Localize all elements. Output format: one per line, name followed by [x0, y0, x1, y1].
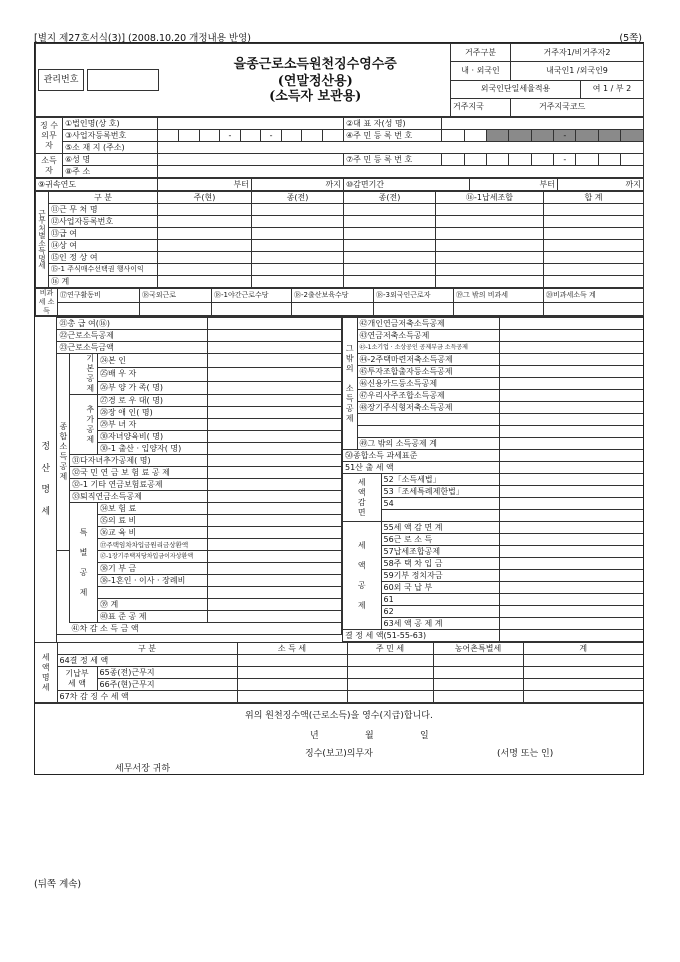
biz-reg-field[interactable]: - - — [158, 130, 344, 142]
calc-label — [97, 587, 207, 599]
calc-cell[interactable] — [208, 575, 342, 587]
earner-resno-label: ⑦주 민 등 록 번 호 — [344, 154, 442, 166]
calc-label — [357, 426, 499, 438]
calc-cell[interactable] — [499, 498, 643, 510]
work-cell[interactable] — [344, 240, 436, 252]
earner-resno-field[interactable]: - — [442, 154, 644, 166]
taxdetail-group-label: 세 액 명 세 — [35, 643, 57, 703]
calc-label: ㊺투자조합출자등소득공제 — [357, 366, 499, 378]
tax-cell[interactable] — [347, 655, 433, 667]
paid-tax-label: 기납부 세 액 — [57, 667, 97, 691]
calc-label: ㊹-2주택마련저축소득공제 — [357, 354, 499, 366]
period-block — [35, 178, 644, 191]
calc-cell[interactable] — [208, 515, 342, 527]
calc-cell[interactable] — [499, 582, 643, 594]
calc-label: ㉗경 로 우 대( 명) — [97, 395, 207, 407]
special-group-label: 특 별 공 제 — [69, 503, 97, 623]
payer-earner-block — [35, 117, 644, 178]
calc-cell[interactable] — [499, 378, 643, 390]
calc-cell[interactable] — [208, 443, 342, 455]
work-cell[interactable] — [344, 216, 436, 228]
work-cell[interactable] — [158, 252, 252, 264]
calc-label: 59기부 정치자금 — [381, 570, 499, 582]
work-cell[interactable] — [544, 216, 644, 228]
basic-group-label: 기 본 공 제 — [83, 354, 97, 395]
calc-cell[interactable] — [499, 630, 643, 642]
payer-addr-label: ⑤소 재 지 (주소) — [63, 142, 158, 154]
nontax-cell[interactable] — [292, 302, 374, 316]
settlement-left — [57, 317, 342, 635]
total-deduction-group: 종 합 소 득 공 제 — [57, 354, 69, 551]
signature-block — [35, 703, 643, 774]
calc-label: ㊷개인연금저축소득공제 — [357, 318, 499, 330]
calc-label: ㊲-1장기주택저당차입금이자상환액 — [97, 551, 207, 563]
payer-sign-label: 징수(보고)의무자 — [305, 749, 373, 760]
nontax-col: ⑰연구활동비 — [58, 289, 140, 303]
calc-label: ㊼우리사주조합소득공제 — [357, 390, 499, 402]
form-title: 을종근로소득원천징수영수증 — [233, 56, 397, 72]
calc-label: ㉒근로소득공제 — [57, 330, 207, 342]
nontax-col: ⑱-3외국인근로자 — [374, 289, 454, 303]
calc-cell[interactable] — [208, 431, 342, 443]
calc-cell[interactable] — [499, 414, 643, 426]
work-row-label: ⑬급 여 — [49, 228, 158, 240]
work-cell[interactable] — [158, 204, 252, 216]
tax-cell[interactable] — [433, 679, 523, 691]
calc-cell[interactable] — [208, 527, 342, 539]
calc-cell[interactable] — [499, 594, 643, 606]
calc-cell[interactable] — [499, 330, 643, 342]
calc-label: 57납세조합공제 — [381, 546, 499, 558]
payer-group-label: 징 수 의무자 — [36, 118, 63, 154]
work-cell[interactable] — [252, 228, 344, 240]
work-col-main: 주(현) — [158, 192, 252, 204]
calc-cell[interactable] — [499, 474, 643, 486]
calc-label: ㊿종합소득 과세표준 — [343, 450, 499, 462]
nontax-cell[interactable] — [544, 302, 644, 316]
nontax-col: ⑱국외근로 — [140, 289, 212, 303]
work-row-label: ⑮인 정 상 여 — [49, 252, 158, 264]
taxdetail-col-rural: 농어촌특별세 — [433, 643, 523, 655]
exempt-period-label: ⑩감면기간 — [344, 179, 470, 191]
work-cell[interactable] — [252, 276, 344, 288]
calc-cell[interactable] — [499, 522, 643, 534]
work-cell[interactable] — [436, 228, 544, 240]
work-cell[interactable] — [158, 240, 252, 252]
tax-cell[interactable] — [237, 667, 347, 679]
calc-label: 63세 액 공 제 계 — [381, 618, 499, 630]
work-cell[interactable] — [158, 228, 252, 240]
calc-label: ㉞보 험 료 — [97, 503, 207, 515]
calc-label: ㊶차 감 소 득 금 액 — [69, 623, 341, 635]
tax-cell[interactable] — [237, 679, 347, 691]
calc-label: ㊻신용카드등소득공제 — [357, 378, 499, 390]
work-cell[interactable] — [344, 264, 436, 276]
tax-cell[interactable] — [433, 655, 523, 667]
tax-cell[interactable] — [523, 655, 643, 667]
calc-cell[interactable] — [499, 606, 643, 618]
calc-cell[interactable] — [499, 354, 643, 366]
calc-cell[interactable] — [208, 587, 342, 599]
calc-cell[interactable] — [499, 450, 643, 462]
calc-cell[interactable] — [499, 486, 643, 498]
settlement-group-label: 정 산 명 세 — [35, 317, 57, 642]
taxdetail-col-total: 계 — [523, 643, 643, 655]
calc-label: ㉔본 인 — [97, 354, 207, 368]
calc-cell[interactable] — [499, 366, 643, 378]
workplace-income-block — [35, 191, 644, 288]
work-cell[interactable] — [544, 252, 644, 264]
work-cell[interactable] — [544, 228, 644, 240]
calc-label: ㊽장기주식형저축소득공제 — [357, 402, 499, 414]
work-cell[interactable] — [544, 204, 644, 216]
nontax-col: ⑱-2출산보육수당 — [292, 289, 374, 303]
work-cell[interactable] — [436, 264, 544, 276]
tax-cell[interactable] — [237, 691, 347, 703]
earner-name-label: ⑥성 명 — [63, 154, 158, 166]
nationality-value[interactable]: 내국인1 /외국인9 — [511, 62, 644, 80]
settlement-block — [35, 316, 643, 642]
calc-cell[interactable] — [499, 534, 643, 546]
receipt-statement: 위의 원천징수액(근로소득)을 영수(지급)합니다. — [245, 711, 433, 722]
calc-label: ㊱교 육 비 — [97, 527, 207, 539]
calc-label: ㉝퇴직연금소득공제 — [69, 491, 207, 503]
mgmt-label: 관리번호 — [38, 69, 84, 91]
calc-label: ㉑총 급 여(⑯) — [57, 318, 207, 330]
calc-label: ㊵표 준 공 제 — [97, 611, 207, 623]
calc-cell[interactable] — [499, 618, 643, 630]
title-block — [35, 43, 644, 117]
calc-label: ㉛다자녀추가공제( 명) — [69, 455, 207, 467]
calc-cell[interactable] — [499, 390, 643, 402]
recipient-office: 세무서장 귀하 — [115, 764, 171, 775]
payer-addr-field[interactable] — [158, 142, 644, 154]
work-cell[interactable] — [344, 204, 436, 216]
calc-cell[interactable] — [208, 381, 342, 395]
work-cell[interactable] — [544, 276, 644, 288]
corp-name-field[interactable] — [158, 118, 344, 130]
calc-cell[interactable] — [499, 426, 643, 438]
flat-rate-value[interactable]: 여 1 / 부 2 — [581, 80, 644, 98]
work-row-label: ⑫사업자등록번호 — [49, 216, 158, 228]
calc-label: 54 — [381, 498, 499, 510]
work-cell[interactable] — [436, 204, 544, 216]
earner-addr-label: ⑧주 소 — [63, 166, 158, 178]
calc-label: ㊴ 계 — [97, 599, 207, 611]
work-cell[interactable] — [252, 216, 344, 228]
calc-cell[interactable] — [208, 419, 342, 431]
other-deduction-group: 그 밖 의 소 득 공 제 — [343, 318, 357, 450]
calc-cell[interactable] — [208, 354, 342, 368]
calc-cell[interactable] — [499, 402, 643, 414]
calc-cell[interactable] — [208, 318, 342, 330]
tax-cell[interactable] — [433, 667, 523, 679]
calc-label: 62 — [381, 606, 499, 618]
taxdetail-row-label: 67차 감 징 수 세 액 — [57, 691, 237, 703]
residency-value[interactable]: 거주자1/비거주자2 — [511, 44, 644, 62]
receipt-form — [34, 42, 644, 775]
reduction-group-label: 세 액 감 면 — [343, 474, 381, 522]
calc-label: 결 정 세 액(51-55-63) — [343, 630, 499, 642]
calc-label: 60외 국 납 부 — [381, 582, 499, 594]
nontax-cell[interactable] — [212, 302, 292, 316]
nationality-label: 내 · 외국인 — [451, 62, 511, 80]
calc-label: ㉜국 민 연 금 보 험 료 공 제 — [69, 467, 207, 479]
taxdetail-col-kind: 구 분 — [57, 643, 237, 655]
nontax-col: ⑱-1야간근로수당 — [212, 289, 292, 303]
workplace-group-label: 근 무 처 별 소 득 명 세 — [36, 192, 49, 288]
work-row-label: ⑮-1 주식매수선택권 행사이익 — [49, 264, 158, 276]
country-code-label: 거주지국코드 — [511, 98, 644, 116]
calc-label — [381, 510, 499, 522]
signature-field[interactable]: (서명 또는 인) — [497, 749, 554, 760]
work-cell[interactable] — [544, 264, 644, 276]
calc-label: 58주 택 차 입 금 — [381, 558, 499, 570]
calc-label: 61 — [381, 594, 499, 606]
residency-label: 거주구분 — [451, 44, 511, 62]
calc-label: ㉟의 료 비 — [97, 515, 207, 527]
calc-label: ㊳기 부 금 — [97, 563, 207, 575]
calc-label: 56근 로 소 득 — [381, 534, 499, 546]
tax-cell[interactable] — [347, 667, 433, 679]
taxdetail-col-income: 소 득 세 — [237, 643, 347, 655]
tax-detail-block — [35, 642, 643, 703]
calc-cell[interactable] — [499, 342, 643, 354]
taxdetail-row-label: 65종(전)근무지 — [97, 667, 237, 679]
tax-cell[interactable] — [237, 655, 347, 667]
form-copy-type: (소득자 보관용) — [269, 88, 362, 104]
work-cell[interactable] — [252, 240, 344, 252]
work-col-prev2: 종(전) — [344, 192, 436, 204]
calc-cell[interactable] — [208, 539, 342, 551]
work-cell[interactable] — [344, 252, 436, 264]
calc-cell[interactable] — [208, 551, 342, 563]
date-year[interactable]: 년 — [310, 731, 319, 742]
calc-cell[interactable] — [208, 455, 342, 467]
calc-label: 51산 출 세 액 — [343, 462, 499, 474]
calc-label — [357, 414, 499, 426]
calc-label: ㉙부 녀 자 — [97, 419, 207, 431]
work-cell[interactable] — [252, 264, 344, 276]
tax-cell[interactable] — [347, 679, 433, 691]
form-id: [별지 제27호서식(3)] (2008.10.20 개정내용 반영) — [34, 33, 251, 44]
calc-cell[interactable] — [208, 342, 342, 354]
work-cell[interactable] — [158, 264, 252, 276]
page-number: (5쪽) — [619, 33, 642, 44]
work-row-label: ⑪근 무 처 명 — [49, 204, 158, 216]
calc-cell[interactable] — [499, 546, 643, 558]
work-cell[interactable] — [158, 276, 252, 288]
work-cell[interactable] — [436, 252, 544, 264]
work-cell[interactable] — [436, 216, 544, 228]
credit-group-label: 세 액 공 제 — [343, 522, 381, 630]
nontax-cell[interactable] — [454, 302, 544, 316]
calc-cell[interactable] — [499, 570, 643, 582]
exempt-from[interactable]: 부터 — [470, 179, 558, 191]
tax-cell[interactable] — [523, 667, 643, 679]
rep-name-field[interactable] — [442, 118, 644, 130]
payer-resno-label: ④주 민 등 록 번 호 — [344, 130, 442, 142]
nontax-cell[interactable] — [140, 302, 212, 316]
nontax-col: ⑲그 밖의 비과세 — [454, 289, 544, 303]
attr-year-label: ⑨귀속연도 — [36, 179, 158, 191]
calc-cell[interactable] — [208, 330, 342, 342]
taxdetail-row-label: 64결 정 세 액 — [57, 655, 237, 667]
work-cell[interactable] — [252, 204, 344, 216]
tax-cell[interactable] — [523, 691, 643, 703]
continued-note: (뒤쪽 계속) — [34, 879, 82, 890]
calc-label: ㉜-1 기타 연금보험료공제 — [69, 479, 207, 491]
mgmt-cell — [36, 44, 166, 117]
calc-cell[interactable] — [499, 462, 643, 474]
work-col-taxunion: ⑯-1납세조합 — [436, 192, 544, 204]
calc-cell[interactable] — [208, 467, 342, 479]
work-cell[interactable] — [436, 276, 544, 288]
taxdetail-row-label: 66주(현)근무지 — [97, 679, 237, 691]
country-label: 거주지국 — [451, 98, 511, 116]
calc-label: 52「소득세법」 — [381, 474, 499, 486]
taxdetail-col-resident: 주 민 세 — [347, 643, 433, 655]
work-col-prev: 종(전) — [252, 192, 344, 204]
calc-cell[interactable] — [208, 407, 342, 419]
work-cell[interactable] — [544, 240, 644, 252]
calc-label: ㉕배 우 자 — [97, 367, 207, 381]
calc-label: ㊸연금저축소득공제 — [357, 330, 499, 342]
attr-to[interactable]: 까지 — [252, 179, 344, 191]
calc-label: 55세 액 감 면 계 — [381, 522, 499, 534]
calc-cell[interactable] — [208, 611, 342, 623]
calc-cell[interactable] — [499, 318, 643, 330]
calc-label: ㊸-1소기업 · 소상공인 공제부금 소득공제 — [357, 342, 499, 354]
work-row-label: ⑯ 계 — [49, 276, 158, 288]
calc-cell[interactable] — [499, 558, 643, 570]
settlement-right — [343, 317, 643, 642]
calc-label: ㊳-1혼인 · 이사 · 장례비 — [97, 575, 207, 587]
calc-cell[interactable] — [208, 503, 342, 515]
work-cell[interactable] — [436, 240, 544, 252]
add-group-label: 추 가 공 제 — [83, 395, 97, 455]
calc-label: 53「조세특례제한법」 — [381, 486, 499, 498]
date-month[interactable]: 월 — [365, 731, 374, 742]
mgmt-input[interactable] — [87, 69, 159, 91]
calc-label: ㉓근로소득금액 — [57, 342, 207, 354]
work-col-total: 합 계 — [544, 192, 644, 204]
rep-name-label: ②대 표 자(성 명) — [344, 118, 442, 130]
calc-cell[interactable] — [208, 479, 342, 491]
calc-cell[interactable] — [208, 395, 342, 407]
calc-label: ㊲주택임차차입금원리금상환액 — [97, 539, 207, 551]
earner-group-label: 소득자 — [36, 154, 63, 178]
earner-addr-field[interactable] — [158, 166, 644, 178]
payer-resno-field[interactable]: - — [442, 130, 644, 142]
calc-cell[interactable] — [499, 438, 643, 450]
work-col-kind: 구 분 — [49, 192, 158, 204]
exempt-to[interactable]: 까지 — [558, 179, 644, 191]
work-cell[interactable] — [344, 276, 436, 288]
work-cell[interactable] — [344, 228, 436, 240]
attr-from[interactable]: 부터 — [158, 179, 252, 191]
nontax-group-label: 비과세 소 득 — [36, 289, 58, 316]
tax-cell[interactable] — [433, 691, 523, 703]
nontax-col: ⑳비과세소득 계 — [544, 289, 644, 303]
calc-cell[interactable] — [208, 367, 342, 381]
work-cell[interactable] — [158, 216, 252, 228]
tax-cell[interactable] — [523, 679, 643, 691]
date-day[interactable]: 일 — [420, 731, 429, 742]
title-cell — [181, 44, 451, 117]
calc-cell[interactable] — [499, 510, 643, 522]
nontax-cell[interactable] — [58, 302, 140, 316]
calc-label: ㉘장 애 인( 명) — [97, 407, 207, 419]
calc-label: ㊾그 밖의 소득공제 계 — [357, 438, 499, 450]
calc-label: ㉚자녀양육비( 명) — [97, 431, 207, 443]
calc-label: ㉚-1 출산 · 입양자( 명) — [97, 443, 207, 455]
earner-name-field[interactable] — [158, 154, 344, 166]
tax-cell[interactable] — [347, 691, 433, 703]
corp-name-label: ①법인명(상 호) — [63, 118, 158, 130]
form-subtitle: (연말정산용) — [277, 73, 353, 89]
calc-label: ㉖부 양 가 족( 명) — [97, 381, 207, 395]
nontax-cell[interactable] — [374, 302, 454, 316]
biz-reg-label: ③사업자등록번호 — [63, 130, 158, 142]
calc-cell[interactable] — [208, 599, 342, 611]
work-cell[interactable] — [252, 252, 344, 264]
calc-cell[interactable] — [208, 491, 342, 503]
calc-cell[interactable] — [208, 563, 342, 575]
flat-rate-label: 외국인단일세율적용 — [451, 80, 581, 98]
work-row-label: ⑭상 여 — [49, 240, 158, 252]
nontax-block — [35, 288, 644, 316]
